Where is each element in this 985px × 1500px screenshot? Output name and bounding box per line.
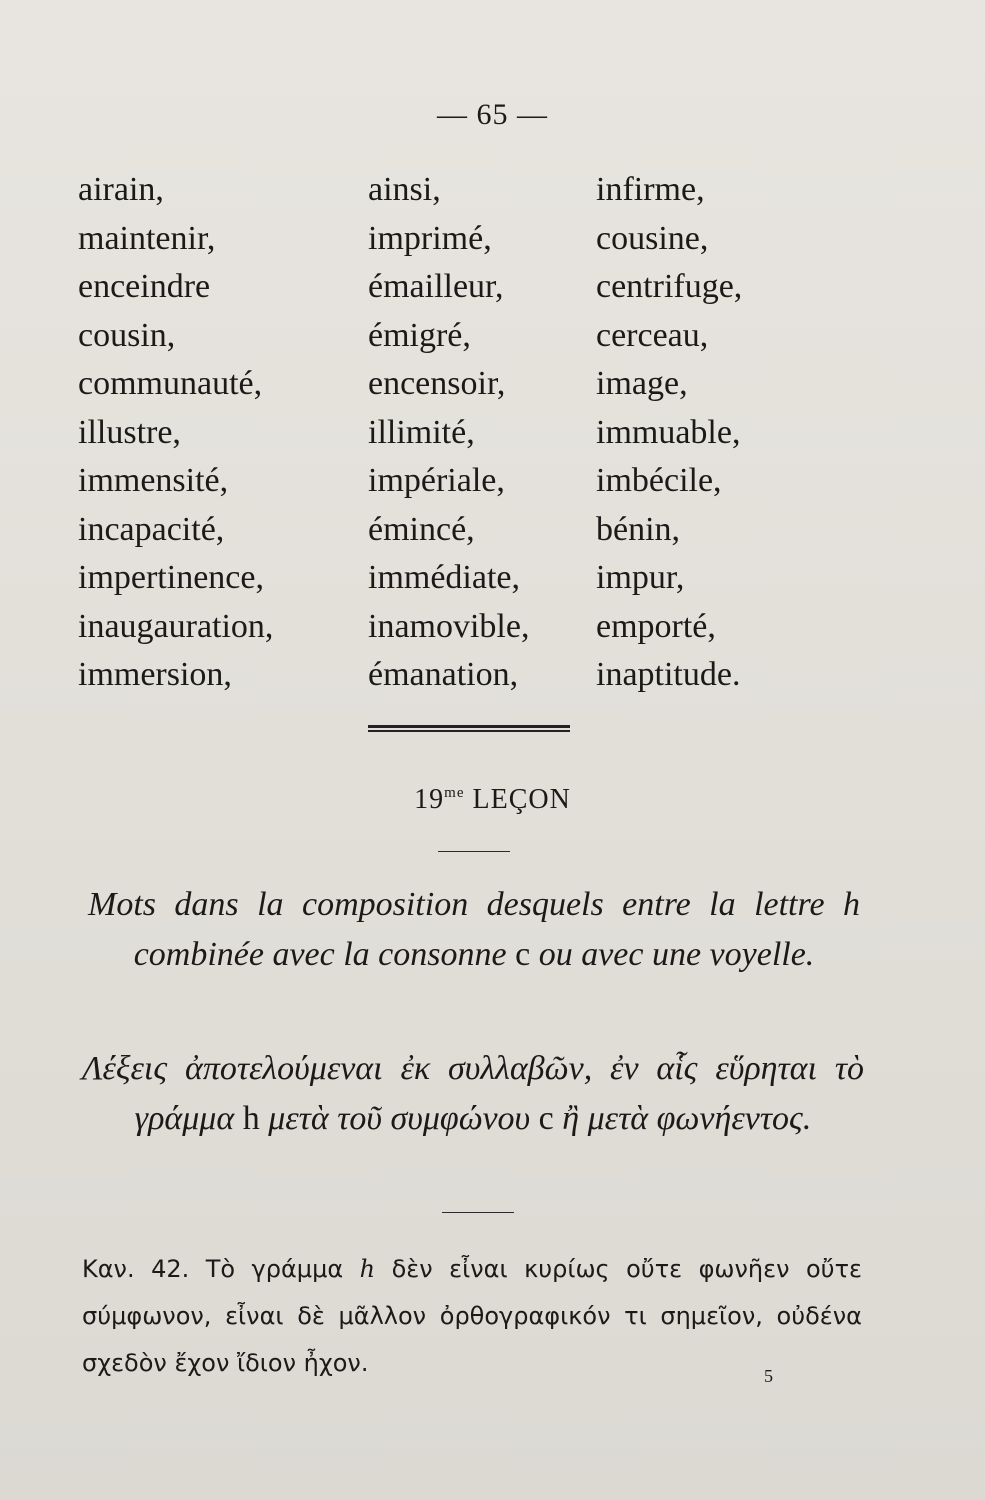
word-item: imbécile,	[596, 462, 722, 499]
word-item: inaugauration,	[78, 607, 274, 645]
letter-h: h	[359, 1255, 376, 1283]
greek-text: μετὰ τοῦ συμφώνου	[259, 1100, 539, 1137]
word-item: immersion,	[78, 656, 232, 693]
word-item: encensoir,	[368, 365, 506, 402]
heading-divider	[438, 851, 510, 852]
french-text: ou avec une voyelle.	[530, 936, 815, 973]
word-item: impur,	[596, 559, 685, 596]
word-item: centrifuge,	[596, 268, 743, 305]
french-description	[88, 880, 860, 980]
lesson-heading	[0, 784, 985, 816]
letter-h: h	[843, 886, 860, 923]
word-item: communauté,	[78, 365, 263, 402]
word-item: inamovible,	[368, 607, 530, 645]
word-item: emporté,	[596, 607, 716, 645]
word-item: émigré,	[368, 316, 471, 354]
greek-description	[82, 1044, 864, 1144]
word-item: immensité,	[78, 462, 229, 499]
word-item: incapacité,	[78, 510, 225, 548]
section-divider	[368, 725, 570, 732]
letter-h: h	[242, 1100, 260, 1137]
lesson-number: 19	[414, 784, 445, 815]
word-item: impériale,	[368, 462, 505, 499]
letter-c: c	[538, 1100, 554, 1137]
french-text: combinée avec la consonne	[133, 936, 516, 973]
word-item: émailleur,	[368, 268, 504, 305]
word-item: inaptitude.	[596, 656, 741, 693]
word-item: enceindre	[78, 268, 211, 305]
word-item: maintenir,	[78, 219, 216, 257]
greek-text: ἢ μετὰ φωνήεντος.	[553, 1100, 812, 1137]
word-item: émanation,	[368, 656, 519, 693]
lesson-label: LEÇON	[472, 784, 571, 815]
lesson-ordinal-suffix: me	[444, 785, 465, 801]
word-item: bénin,	[596, 510, 681, 548]
word-item: cousine,	[596, 219, 709, 257]
rule-prefix: Καν. 42. Τὸ γράμμα	[82, 1255, 360, 1283]
word-item: airain,	[78, 171, 164, 208]
word-item: illustre,	[78, 413, 181, 451]
french-text: Mots dans la composition desquels entre la lettre	[88, 886, 843, 923]
word-column-1	[78, 166, 273, 700]
page-number: — 65 —	[437, 98, 548, 131]
word-item: immuable,	[596, 413, 741, 451]
word-item: immédiate,	[368, 559, 521, 596]
word-item: imprimé,	[368, 219, 492, 257]
word-item: infirme,	[596, 171, 705, 208]
word-item: émincé,	[368, 510, 475, 548]
word-item: ainsi,	[368, 171, 441, 208]
description-divider	[442, 1212, 514, 1213]
word-item: image,	[596, 365, 688, 402]
greek-text: Λέξεις ἀποτελούμεναι ἐκ συλλαβῶν, ἐν αἷς εὕρηται τὸ γράμμα	[82, 1050, 864, 1137]
word-item: illimité,	[368, 413, 475, 451]
word-column-3	[596, 166, 742, 700]
letter-c: c	[515, 936, 531, 973]
word-item: cerceau,	[596, 316, 709, 354]
word-item: cousin,	[78, 316, 176, 354]
rule-note	[82, 1246, 862, 1387]
word-column-2	[368, 166, 529, 700]
word-item: impertinence,	[78, 559, 264, 596]
rule-text: δὲν εἶναι κυρίως οὔτε φωνῆεν οὔτε σύμφωνον, εἶναι δὲ μᾶλλον ὀρθογραφικόν τι σημεῖον, οὐδένα σχεδὸν ἔχον ἴδιον ἦχον.	[82, 1255, 862, 1377]
signature-mark: 5	[764, 1366, 773, 1386]
